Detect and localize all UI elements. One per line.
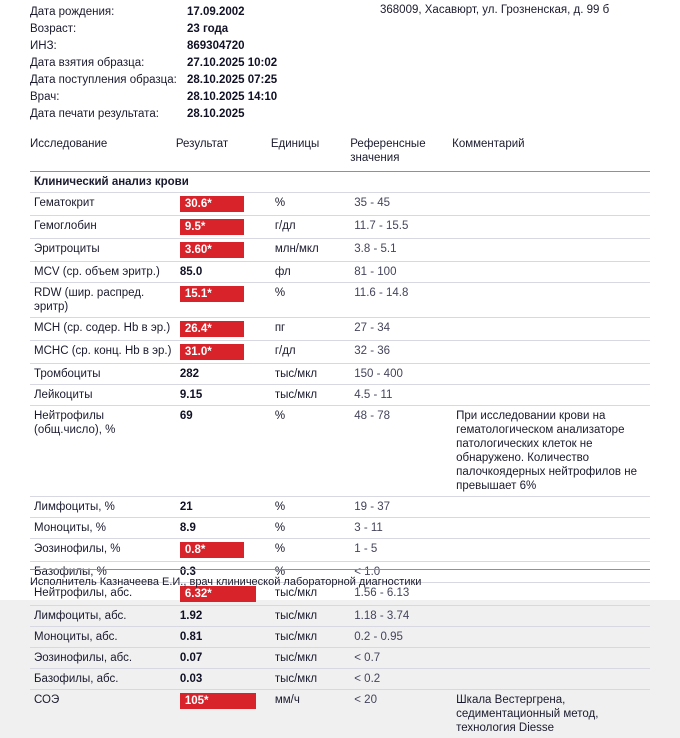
row-reference: 11.7 - 15.5 — [350, 216, 452, 239]
row-reference: < 0.7 — [350, 648, 452, 669]
table-row — [30, 262, 650, 283]
row-comment — [452, 262, 650, 283]
abnormal-value-badge: 0.8* — [180, 542, 244, 558]
row-name: Эозинофилы, % — [30, 539, 176, 562]
row-name: СОЭ — [30, 690, 176, 738]
row-reference: 81 - 100 — [350, 262, 452, 283]
row-name: МСНС (ср. конц. Hb в эр.) — [30, 341, 176, 364]
row-reference: 32 - 36 — [350, 341, 452, 364]
row-units: г/дл — [271, 341, 350, 364]
table-row — [30, 497, 650, 518]
header-investigation: Исследование — [30, 137, 176, 172]
section-header-row — [30, 172, 650, 193]
header-reference — [350, 137, 452, 172]
row-result: 21 — [176, 497, 271, 518]
meta-row — [30, 72, 370, 89]
row-name: Нейтрофилы (общ.число), % — [30, 406, 176, 497]
row-name: RDW (шир. распред. эритр) — [30, 283, 176, 318]
row-name: Гематокрит — [30, 193, 176, 216]
table-row — [30, 627, 650, 648]
meta-row — [30, 89, 370, 106]
abnormal-value-badge: 9.5* — [180, 219, 244, 235]
meta-label: Дата поступления образца: — [30, 72, 187, 89]
results-table-head — [30, 137, 650, 172]
row-result — [176, 216, 271, 239]
header-reference-line1: Референсные — [350, 138, 425, 150]
row-units: млн/мкл — [271, 239, 350, 262]
patient-address: 368009, Хасавюрт, ул. Грозненская, д. 99 б — [370, 4, 650, 123]
row-comment: Шкала Вестергрена, седиментационный метод, технология Diesse — [452, 690, 650, 738]
row-result — [176, 690, 271, 738]
row-reference: 1.56 - 6.13 — [350, 583, 452, 606]
row-result — [176, 283, 271, 318]
row-units: тыс/мкл — [271, 385, 350, 406]
meta-row — [30, 21, 370, 38]
row-name: Лейкоциты — [30, 385, 176, 406]
row-name: Эритроциты — [30, 239, 176, 262]
row-reference: < 0.2 — [350, 669, 452, 690]
meta-label: Возраст: — [30, 21, 187, 38]
row-comment: При исследовании крови на гематологическом анализаторе патологических клеток не обнаружено. Количество палочкоядерных нейтрофилов не превышает 6% — [452, 406, 650, 497]
abnormal-value-badge: 105* — [180, 693, 256, 709]
meta-value: 28.10.2025 07:25 — [187, 72, 277, 89]
abnormal-value-badge: 26.4* — [180, 321, 244, 337]
table-row — [30, 239, 650, 262]
meta-label: Врач: — [30, 89, 187, 106]
row-units: % — [271, 539, 350, 562]
row-comment — [452, 627, 650, 648]
abnormal-value-badge: 3.60* — [180, 242, 244, 258]
meta-value: 27.10.2025 10:02 — [187, 55, 277, 72]
row-comment — [452, 606, 650, 627]
row-result: 9.15 — [176, 385, 271, 406]
row-result — [176, 239, 271, 262]
row-result: 0.07 — [176, 648, 271, 669]
row-reference: 4.5 - 11 — [350, 385, 452, 406]
row-comment — [452, 283, 650, 318]
meta-row — [30, 4, 370, 21]
header-comment: Комментарий — [452, 137, 650, 172]
row-comment — [452, 385, 650, 406]
row-result: 0.3 — [176, 562, 271, 583]
row-result: 0.03 — [176, 669, 271, 690]
table-header-row — [30, 137, 650, 172]
row-name: Лимфоциты, абс. — [30, 606, 176, 627]
row-comment — [452, 497, 650, 518]
row-units: % — [271, 497, 350, 518]
row-units: тыс/мкл — [271, 669, 350, 690]
patient-meta — [30, 0, 650, 123]
row-units: % — [271, 193, 350, 216]
row-result: 282 — [176, 364, 271, 385]
row-comment — [452, 193, 650, 216]
table-row — [30, 318, 650, 341]
row-comment — [452, 239, 650, 262]
meta-value: 869304720 — [187, 38, 245, 55]
table-row — [30, 341, 650, 364]
meta-label: ИНЗ: — [30, 38, 187, 55]
row-comment — [452, 518, 650, 539]
row-units: % — [271, 283, 350, 318]
row-comment — [452, 341, 650, 364]
row-name: Эозинофилы, абс. — [30, 648, 176, 669]
row-units: тыс/мкл — [271, 606, 350, 627]
row-result — [176, 539, 271, 562]
row-name: Базофилы, абс. — [30, 669, 176, 690]
row-name: MCV (ср. объем эритр.) — [30, 262, 176, 283]
row-units: фл — [271, 262, 350, 283]
row-name: МСН (ср. содер. Hb в эр.) — [30, 318, 176, 341]
row-reference: < 1.0 — [350, 562, 452, 583]
row-reference: 11.6 - 14.8 — [350, 283, 452, 318]
table-row — [30, 606, 650, 627]
row-result: 1.92 — [176, 606, 271, 627]
abnormal-value-badge: 15.1* — [180, 286, 244, 302]
row-result — [176, 318, 271, 341]
table-row — [30, 690, 650, 738]
table-row — [30, 539, 650, 562]
row-units: мм/ч — [271, 690, 350, 738]
row-comment — [452, 669, 650, 690]
row-reference: < 20 — [350, 690, 452, 738]
row-units: тыс/мкл — [271, 627, 350, 648]
row-reference: 48 - 78 — [350, 406, 452, 497]
meta-value: 17.09.2002 — [187, 4, 245, 21]
row-comment — [452, 539, 650, 562]
row-units: тыс/мкл — [271, 364, 350, 385]
row-units: % — [271, 518, 350, 539]
meta-value: 23 года — [187, 21, 228, 38]
row-reference: 1 - 5 — [350, 539, 452, 562]
meta-label: Дата печати результата: — [30, 106, 187, 123]
row-name: Моноциты, абс. — [30, 627, 176, 648]
row-units: % — [271, 562, 350, 583]
results-table — [30, 137, 650, 738]
row-units: тыс/мкл — [271, 648, 350, 669]
table-row — [30, 518, 650, 539]
row-name: Базофилы, % — [30, 562, 176, 583]
meta-row — [30, 55, 370, 72]
patient-meta-left — [30, 4, 370, 123]
row-reference: 3.8 - 5.1 — [350, 239, 452, 262]
row-reference: 19 - 37 — [350, 497, 452, 518]
meta-value: 28.10.2025 — [187, 106, 245, 123]
header-units: Единицы — [271, 137, 350, 172]
meta-label: Дата рождения: — [30, 4, 187, 21]
row-reference: 35 - 45 — [350, 193, 452, 216]
row-name: Гемоглобин — [30, 216, 176, 239]
row-units: тыс/мкл — [271, 583, 350, 606]
row-reference: 150 - 400 — [350, 364, 452, 385]
row-reference: 27 - 34 — [350, 318, 452, 341]
row-reference: 3 - 11 — [350, 518, 452, 539]
row-comment — [452, 364, 650, 385]
section-title: Клинический анализ крови — [30, 172, 650, 193]
header-reference-line2: значения — [350, 152, 399, 164]
abnormal-value-badge: 31.0* — [180, 344, 244, 360]
abnormal-value-badge: 6.32* — [180, 586, 256, 602]
row-result: 8.9 — [176, 518, 271, 539]
row-comment — [452, 216, 650, 239]
row-comment — [452, 648, 650, 669]
header-result: Результат — [176, 137, 271, 172]
row-result — [176, 193, 271, 216]
meta-value: 28.10.2025 14:10 — [187, 89, 277, 106]
row-reference: 0.2 - 0.95 — [350, 627, 452, 648]
results-table-body — [30, 172, 650, 738]
abnormal-value-badge: 30.6* — [180, 196, 244, 212]
row-name: Тромбоциты — [30, 364, 176, 385]
table-row — [30, 216, 650, 239]
table-row — [30, 283, 650, 318]
table-row — [30, 364, 650, 385]
row-name: Моноциты, % — [30, 518, 176, 539]
row-result: 85.0 — [176, 262, 271, 283]
row-result — [176, 341, 271, 364]
row-name: Лимфоциты, % — [30, 497, 176, 518]
table-row — [30, 385, 650, 406]
row-units: г/дл — [271, 216, 350, 239]
table-row — [30, 669, 650, 690]
row-comment — [452, 318, 650, 341]
table-row — [30, 648, 650, 669]
row-reference: 1.18 - 3.74 — [350, 606, 452, 627]
row-units: пг — [271, 318, 350, 341]
table-row — [30, 193, 650, 216]
meta-label: Дата взятия образца: — [30, 55, 187, 72]
report-footer: Исполнитель Казначеева Е.И., врач клинической лабораторной диагностики — [30, 569, 650, 588]
meta-row — [30, 38, 370, 55]
row-result: 69 — [176, 406, 271, 497]
row-units: % — [271, 406, 350, 497]
row-result: 0.81 — [176, 627, 271, 648]
table-row — [30, 406, 650, 497]
row-name: Нейтрофилы, абс. — [30, 583, 176, 606]
meta-row — [30, 106, 370, 123]
